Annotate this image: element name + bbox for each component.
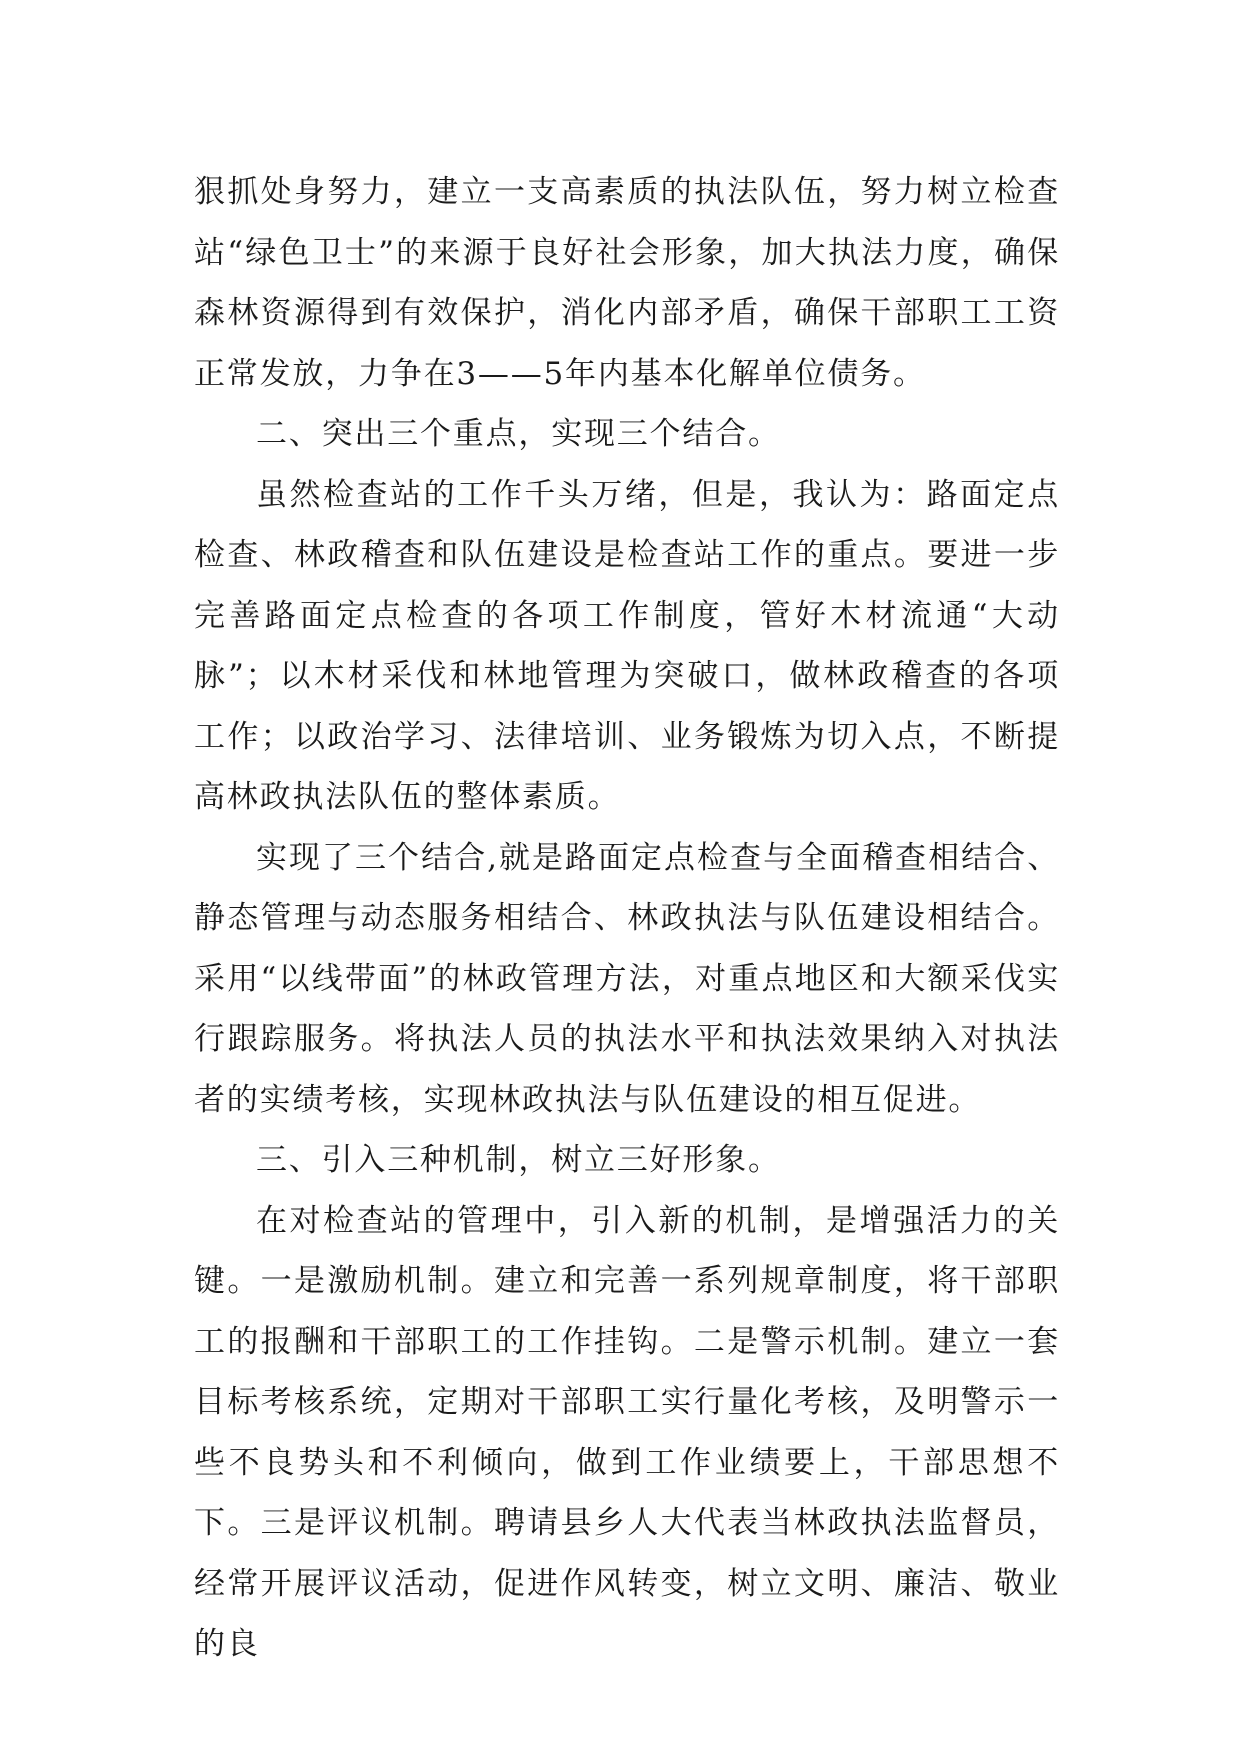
section-heading-two: 二、突出三个重点，实现三个结合。 (256, 416, 781, 452)
paragraph-mechanisms: 在对检查站的管理中，引入新的机制，是增强活力的关键。一是激励机制。建立和完善一系列规章制度，将干部职工的报酬和干部职工的工作挂钩。二是警示机制。建立一套目标考核系统，定期对干部职工实行量化考核，及明警示一些不良势头和不利倾向，做到工作业绩要上，干部思想不下。三是评议机制。聘请县乡人大代表当林政执法监督员，经常开展评议活动，促进作风转变，树立文明、廉洁、敬业的良 (194, 1202, 1060, 1662)
paragraph-key-points: 虽然检查站的工作千头万绪，但是，我认为：路面定点检查、林政稽查和队伍建设是检查站工作的重点。要进一步完善路面定点检查的各项工作制度，管好木材流通“大动脉”；以木材采伐和林地管理为突破口，做林政稽查的各项工作；以政治学习、法律培训、业务锻炼为切入点，不断提高林政执法队伍的整体素质。 (194, 476, 1060, 815)
paragraph-three-combinations: 实现了三个结合,就是路面定点检查与全面稽查相结合、静态管理与动态服务相结合、林政执法与队伍建设相结合。采用“以线带面”的林政管理方法，对重点地区和大额采伐实行跟踪服务。将执法人员的执法水平和执法效果纳入对执法者的实绩考核，实现林政执法与队伍建设的相互促进。 (194, 839, 1060, 1118)
section-heading-three: 三、引入三种机制，树立三好形象。 (256, 1142, 781, 1178)
paragraph-continuation: 狠抓处身努力，建立一支高素质的执法队伍，努力树立检查站“绿色卫士”的来源于良好社会形象，加大执法力度，确保森林资源得到有效保护，消化内部矛盾，确保干部职工工资正常发放，力争在3——5年内基本化解单位债务。 (194, 174, 1060, 392)
document-body (194, 162, 1060, 1675)
